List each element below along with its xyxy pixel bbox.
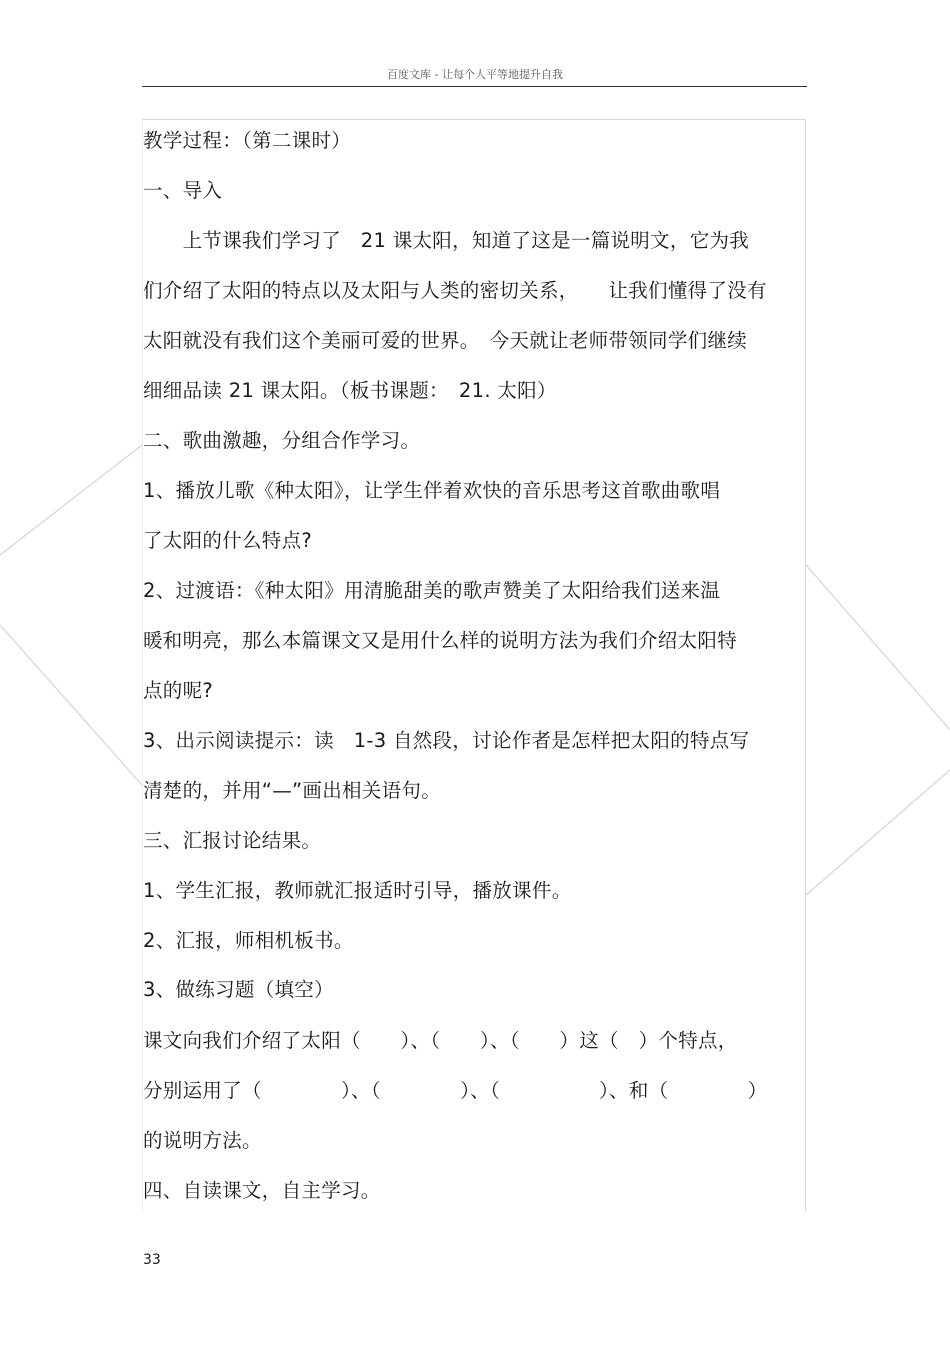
text-line: 教学过程：（第二课时） <box>143 129 352 152</box>
text-line: 1、学生汇报，教师就汇报适时引导，播放课件。 <box>143 879 572 902</box>
text-line: 清楚的，并用“—”画出相关语句。 <box>143 779 442 802</box>
text-line: 的说明方法。 <box>143 1129 262 1152</box>
text-line: 3、做练习题（填空） <box>143 978 334 1001</box>
text-line: 太阳就没有我们这个美丽可爱的世界。 今天就让老师带领同学们继续 <box>143 329 748 352</box>
text-line: 3、出示阅读提示：读 1-3 自然段，讨论作者是怎样把太阳的特点写 <box>143 729 750 752</box>
text-line: 细细品读 21 课太阳。（板书课题： 21. 太阳） <box>143 379 557 402</box>
text-line: 分别运用了（ ）、（ ）、（ ）、和（ ） <box>143 1079 768 1102</box>
text-line: 们介绍了太阳的特点以及太阳与人类的密切关系， 让我们懂得了没有 <box>143 279 767 302</box>
text-line: 2、汇报，师相机板书。 <box>143 929 354 952</box>
text-line: 三、汇报讨论结果。 <box>143 829 322 852</box>
page-number: 33 <box>143 1252 161 1268</box>
text-line: 点的呢? <box>143 679 214 702</box>
text-line: 了太阳的什么特点? <box>143 529 313 552</box>
text-line: 1、播放儿歌《种太阳》，让学生伴着欢快的音乐思考这首歌曲歌唱 <box>143 479 721 502</box>
text-line: 暖和明亮，那么本篇课文又是用什么样的说明方法为我们介绍太阳特 <box>143 629 738 652</box>
text-line: 课文向我们介绍了太阳（ ）、（ ）、（ ）这（ ）个特点， <box>143 1029 738 1052</box>
text-line: 四、自读课文，自主学习。 <box>143 1179 381 1202</box>
text-line: 二、歌曲激趣，分组合作学习。 <box>143 429 421 452</box>
text-line: 一、导入 <box>143 179 223 202</box>
page-header: 百度文库 - 让每个人平等地提升自我 <box>387 68 563 81</box>
header-divider <box>142 86 807 87</box>
text-line: 2、过渡语：《种太阳》用清脆甜美的歌声赞美了太阳给我们送来温 <box>143 579 721 602</box>
text-line: 上节课我们学习了 21 课太阳，知道了这是一篇说明文，它为我 <box>143 229 750 252</box>
